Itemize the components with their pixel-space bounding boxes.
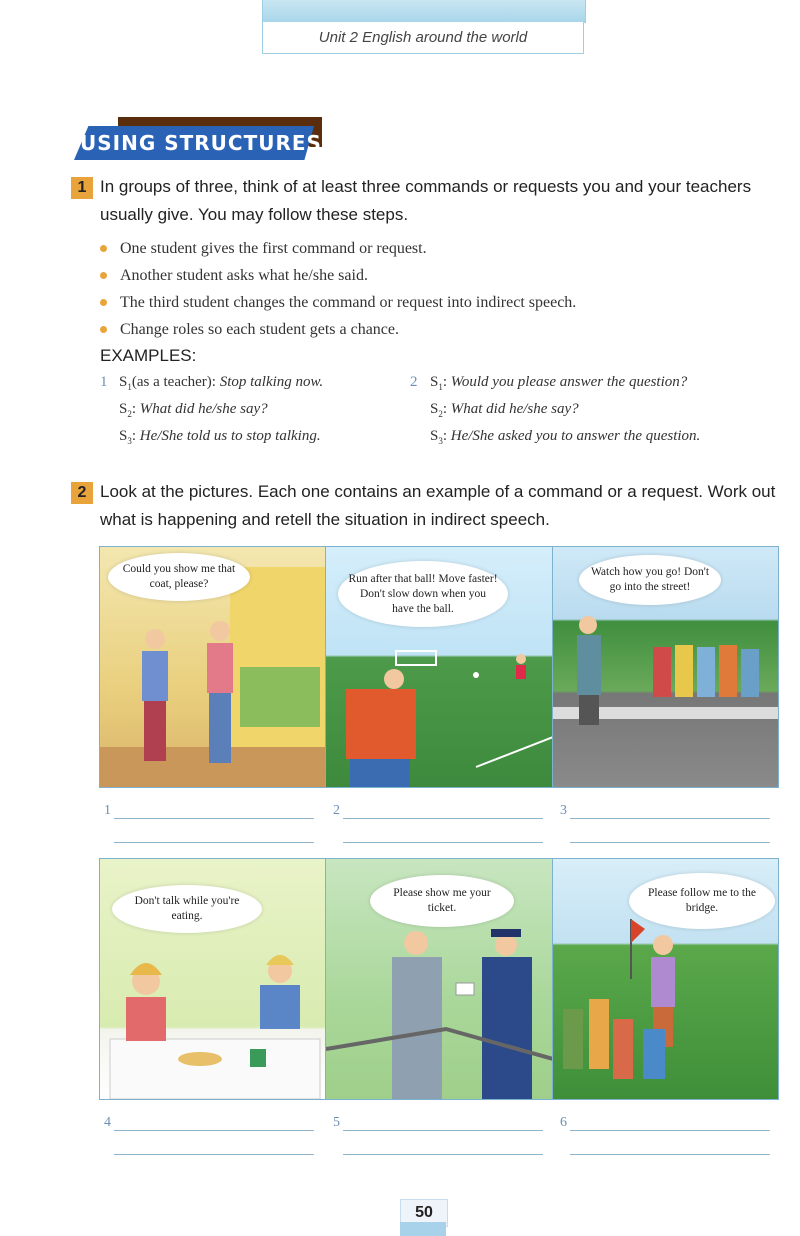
example-line: $S_2$: What did he/she say? — [430, 401, 579, 419]
exercise-1-number: 1 — [71, 177, 93, 199]
example-line: $S_3$: He/She asked you to answer the question. — [430, 428, 701, 446]
exercise-2-instruction: Look at the pictures. Each one contains an example of a command or a request. Work out what is happening and retell the situation in indirect speech. — [100, 482, 776, 529]
answer-line[interactable] — [114, 818, 314, 819]
picture-1-shop — [99, 546, 327, 788]
answer-label: 1 — [104, 803, 111, 818]
example-line: $S_1(as$ a teacher): Stop talking now. — [119, 374, 324, 392]
answer-label: 3 — [560, 803, 567, 818]
picture-6-bridge — [552, 858, 779, 1100]
answer-line[interactable] — [343, 818, 543, 819]
picture-2-football — [325, 546, 554, 788]
answer-line[interactable] — [570, 842, 770, 843]
speech-bubble: Could you show me that coat, please? — [108, 553, 250, 601]
exercise-2-number: 2 — [71, 482, 93, 504]
bullet-icon — [100, 326, 107, 333]
page-number: 50 — [400, 1199, 448, 1227]
answer-line[interactable] — [343, 1154, 543, 1155]
answer-line[interactable] — [114, 1130, 314, 1131]
answer-line[interactable] — [570, 1154, 770, 1155]
speech-bubble: Run after that ball! Move faster! Don't slow down when you have the ball. — [338, 561, 508, 627]
step-item: Another student asks what he/she said. — [120, 267, 368, 284]
speech-bubble: Don't talk while you're eating. — [112, 885, 262, 933]
step-item: One student gives the first command or request. — [120, 240, 427, 257]
picture-3-street — [552, 546, 779, 788]
answer-line[interactable] — [343, 842, 543, 843]
example-line: $S_3$: He/She told us to stop talking. — [119, 428, 321, 446]
page-number-tab — [400, 1222, 446, 1236]
speech-bubble: Watch how you go! Don't go into the street! — [579, 555, 721, 605]
step-item: The third student changes the command or request into indirect speech. — [120, 294, 577, 311]
answer-label: 5 — [333, 1115, 340, 1130]
speech-bubble: Please show me your ticket. — [370, 875, 514, 927]
bullet-icon — [100, 272, 107, 279]
unit-title: Unit 2 English around the world — [262, 22, 584, 54]
answer-label: 6 — [560, 1115, 567, 1130]
speech-bubble: Please follow me to the bridge. — [629, 873, 775, 929]
exercise-1-instruction: In groups of three, think of at least three commands or requests you and your teachers usually give. You may follow these steps. — [100, 177, 752, 224]
example-number: 2 — [410, 374, 418, 390]
section-title: USING STRUCTURES — [80, 131, 322, 155]
picture-5-ticket — [325, 858, 554, 1100]
answer-line[interactable] — [570, 818, 770, 819]
header-decoration — [262, 0, 586, 23]
answer-label: 4 — [104, 1115, 111, 1130]
example-line: $S_2$: What did he/she say? — [119, 401, 268, 419]
example-line: $S_1$: Would you please answer the question? — [430, 374, 688, 392]
picture-4-dinner — [99, 858, 327, 1100]
examples-label: EXAMPLES: — [100, 346, 197, 365]
answer-line[interactable] — [114, 1154, 314, 1155]
example-number: 1 — [100, 374, 108, 390]
answer-line[interactable] — [570, 1130, 770, 1131]
bullet-icon — [100, 299, 107, 306]
answer-line[interactable] — [343, 1130, 543, 1131]
step-item: Change roles so each student gets a chance. — [120, 321, 400, 338]
answer-label: 2 — [333, 803, 340, 818]
answer-line[interactable] — [114, 842, 314, 843]
bullet-icon — [100, 245, 107, 252]
